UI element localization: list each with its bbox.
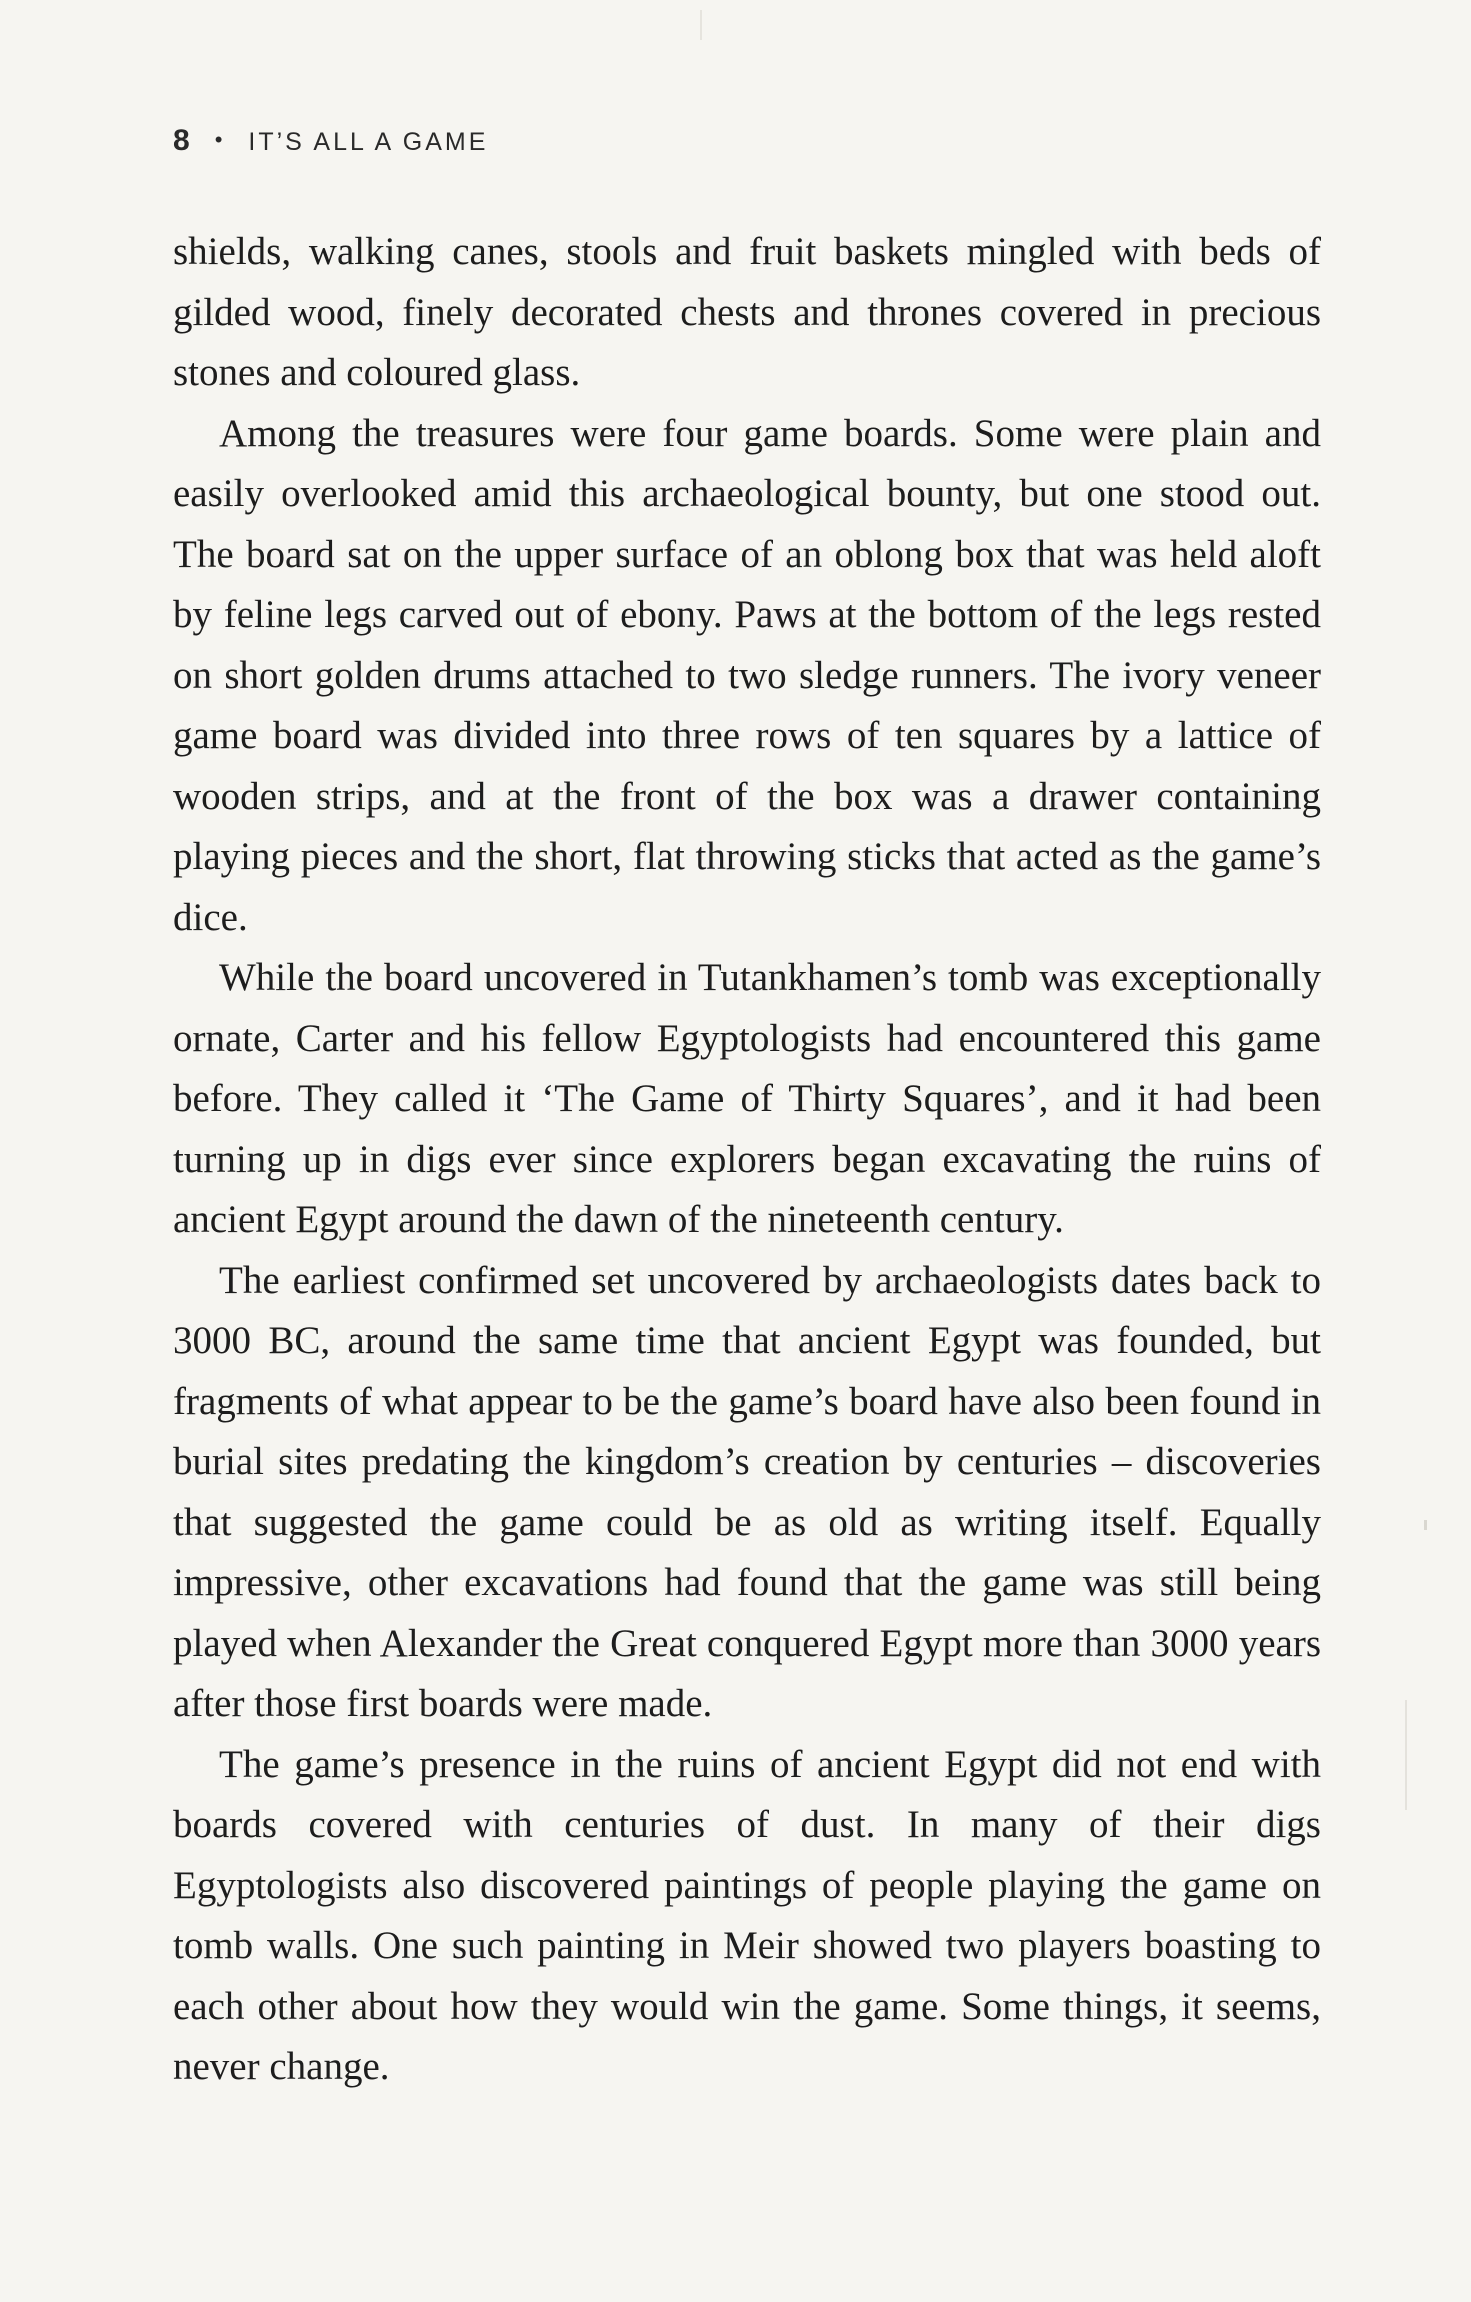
header-separator: • [214, 127, 223, 152]
paragraph: shields, walking canes, stools and fruit baskets mingled with beds of gilded wood, finely decorated chests and thrones covered in precious stones and coloured glass. [173, 230, 1321, 394]
paragraph: The game’s presence in the ruins of ancient Egypt did not end with boards covered with centuries of dust. In many of their digs Egyptologists also discovered paintings of people playing the game on tomb walls. One such painting in Meir showed two players boasting to each other about how they would win the game. Some things, it seems, never change. [173, 1742, 1321, 2088]
scan-mark [1405, 1700, 1407, 1810]
page-number: 8 [173, 124, 191, 157]
body-text [173, 222, 1321, 2098]
running-header [173, 124, 488, 158]
scan-mark [1424, 1520, 1427, 1530]
paragraph: While the board uncovered in Tutankhamen’s tomb was exceptionally ornate, Carter and his fellow Egyptologists had encountered this game before. They called it ‘The Game of Thirty Squares’, and it had been turning up in digs ever since explorers began excavating the ruins of ancient Egypt around the dawn of the nineteenth century. [173, 956, 1321, 1241]
running-title: IT’S ALL A GAME [248, 128, 489, 156]
scan-mark [700, 10, 702, 40]
paragraph: Among the treasures were four game boards. Some were plain and easily overlooked amid this archaeological bounty, but one stood out. The board sat on the upper surface of an oblong box that was held aloft by feline legs carved out of ebony. Paws at the bottom of the legs rested on short golden drums attached to two sledge runners. The ivory veneer game board was divided into three rows of ten squares by a lattice of wooden strips, and at the front of the box was a drawer containing playing pieces and the short, flat throwing sticks that acted as the game’s dice. [173, 411, 1321, 939]
paragraph: The earliest confirmed set uncovered by archaeologists dates back to 3000 BC, around the same time that ancient Egypt was founded, but fragments of what appear to be the game’s board have also been found in burial sites predating the kingdom’s creation by centuries – discoveries that suggested the game could be as old as writing itself. Equally impressive, other excavations had found that the game was still being played when Alexander the Great conquered Egypt more than 3000 years after those first boards were made. [173, 1258, 1321, 1725]
